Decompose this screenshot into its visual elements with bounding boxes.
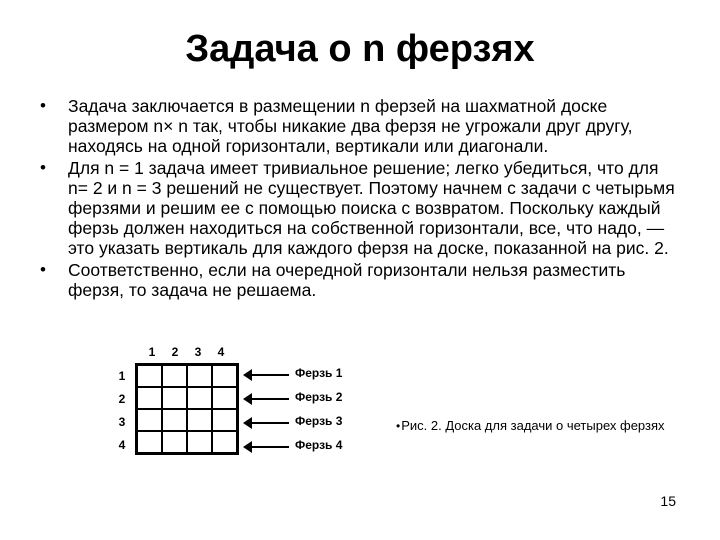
column-numbers xyxy=(143,345,243,361)
arrow-left-icon xyxy=(243,441,252,453)
board-cell xyxy=(212,387,237,409)
page-number: 15 xyxy=(660,493,676,509)
board-cell xyxy=(212,365,237,387)
board-cell xyxy=(162,431,187,453)
row-number: 3 xyxy=(118,415,126,429)
board-cell xyxy=(162,365,187,387)
bullet-text: Соответственно, если на очередной горизонтали нельзя разместить ферзя, то задача не решаема. xyxy=(68,260,626,300)
bullet-icon: • xyxy=(40,158,46,177)
queen-label: Ферзь 4 xyxy=(295,438,343,452)
bullet-list xyxy=(40,96,680,302)
board-cell xyxy=(137,387,162,409)
queen-pointer xyxy=(245,365,365,383)
queen-label: Ферзь 2 xyxy=(295,390,343,404)
board-cell xyxy=(137,431,162,453)
row-number: 1 xyxy=(118,369,126,383)
caption-bullet-icon: • xyxy=(396,419,401,433)
board-cell xyxy=(212,431,237,453)
board-cell xyxy=(212,409,237,431)
board-cell xyxy=(187,431,212,453)
bullet-item xyxy=(40,260,680,300)
arrow-left-icon xyxy=(243,369,252,381)
queen-pointer xyxy=(245,389,365,407)
chessboard-figure xyxy=(115,345,415,460)
board-cell xyxy=(162,387,187,409)
caption-text: Рис. 2. Доска для задачи о четырех ферзях xyxy=(401,418,665,433)
bullet-icon: • xyxy=(40,260,46,279)
bullet-item xyxy=(40,96,680,156)
slide-title: Задача о n ферзях xyxy=(185,28,535,70)
row-number: 4 xyxy=(118,438,126,452)
bullet-text: Для n = 1 задача имеет тривиальное решение; легко убедиться, что для n= 2 и n = 3 решений не существует. Поэтому начнем с задачи с четырьмя ферзями и решим ее с помощью поиска с возвратом. Поскольку каждый ферзь должен находиться на собственной горизонтали, все, что надо, — это указать вертикаль для каждого ферзя на доске, показанной на рис. 2. xyxy=(68,158,675,258)
column-number: 1 xyxy=(148,345,156,359)
queen-label: Ферзь 3 xyxy=(295,414,343,428)
queen-pointer xyxy=(245,437,365,455)
column-number: 2 xyxy=(171,345,179,359)
board-cell xyxy=(187,365,212,387)
board-cell xyxy=(162,409,187,431)
board-cell xyxy=(187,387,212,409)
board-cell xyxy=(137,409,162,431)
bullet-text: Задача заключается в размещении n ферзей на шахматной доске размером n× n так, чтобы никакие два ферзя не угрожали друг другу, находясь на одной горизонтали, вертикали или диагонали. xyxy=(68,96,633,156)
queen-label: Ферзь 1 xyxy=(295,366,343,380)
bullet-item xyxy=(40,158,680,258)
arrow-left-icon xyxy=(243,393,252,405)
board-cell xyxy=(137,365,162,387)
figure-caption xyxy=(396,418,665,433)
arrow-left-icon xyxy=(243,417,252,429)
column-number: 3 xyxy=(194,345,202,359)
column-number: 4 xyxy=(217,345,225,359)
queen-pointer xyxy=(245,413,365,431)
row-number: 2 xyxy=(118,392,126,406)
chessboard-grid xyxy=(135,363,239,455)
bullet-icon: • xyxy=(40,96,46,115)
board-cell xyxy=(187,409,212,431)
